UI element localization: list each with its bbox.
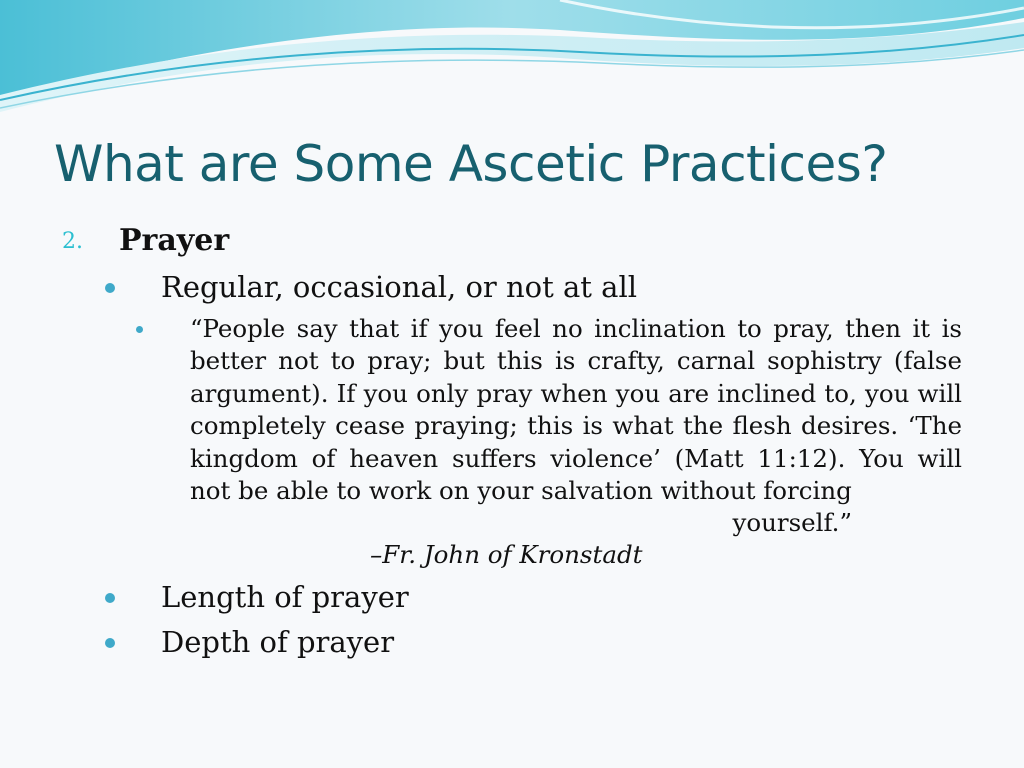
bullet-item-length: Length of prayer xyxy=(161,580,409,614)
header-wave-decoration xyxy=(0,0,1024,120)
quote-body: “People say that if you feel no inclination to pray, then it is better not to pray; but this is crafty, carnal sophistry (false argument). If you only pray when you are inclined to, you will completely cease praying; this is what the flesh desires. ‘The kingdom of heaven suffers violence’ (Matt 11:12). You will not be able to work on your salvation without forcing xyxy=(190,314,962,506)
bullet-icon xyxy=(105,638,115,648)
section-number: 2. xyxy=(62,229,83,254)
quote-attribution: –Fr. John of Kronstadt xyxy=(370,540,643,569)
section-heading: Prayer xyxy=(119,223,230,258)
slide-title: What are Some Ascetic Practices? xyxy=(54,135,888,193)
quote-last-line: yourself.” xyxy=(732,508,852,537)
sub-bullet-icon xyxy=(136,326,143,333)
bullet-item-depth: Depth of prayer xyxy=(161,625,395,659)
bullet-icon xyxy=(105,593,115,603)
bullet-icon xyxy=(105,283,115,293)
bullet-item-regular: Regular, occasional, or not at all xyxy=(161,270,637,304)
